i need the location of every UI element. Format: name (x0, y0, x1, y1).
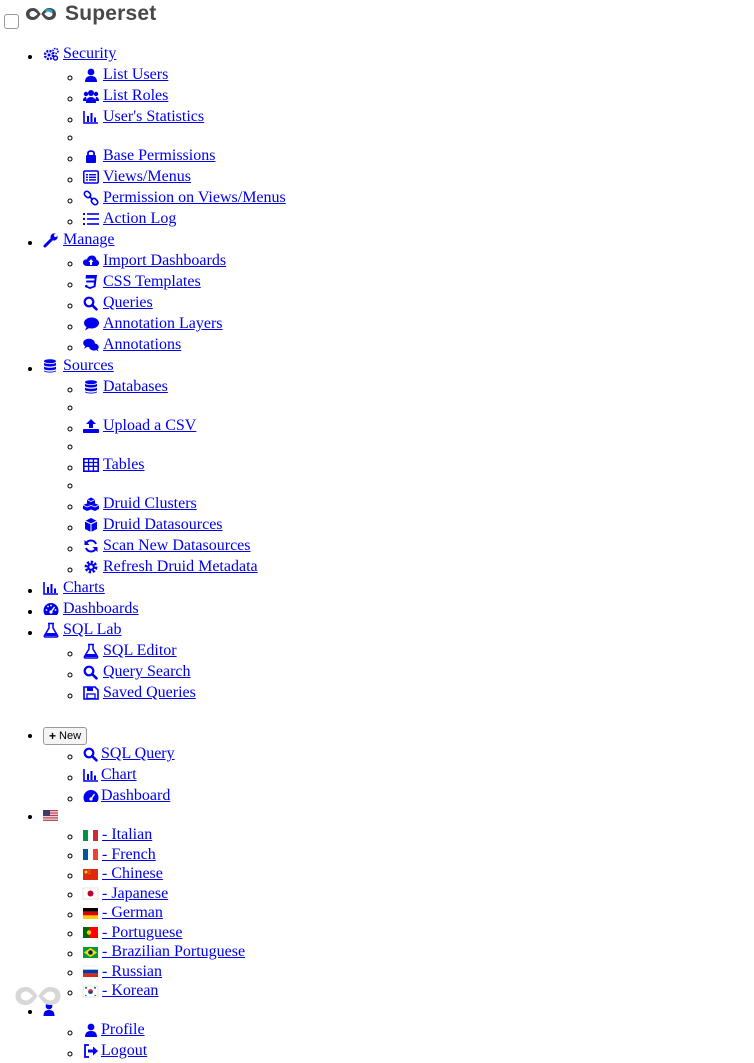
sub-item (83, 516, 286, 537)
new-sql-query-link[interactable]: ◦ SQL Query (83, 745, 175, 763)
new-dashboard-link[interactable]: ◦ Dashboard (83, 787, 170, 805)
list-ol-icon (83, 212, 99, 226)
search-icon (83, 296, 99, 310)
list-users-link[interactable]: ◦ List Users (83, 66, 168, 84)
nav-language (43, 808, 286, 1002)
wrench-icon (43, 233, 59, 247)
sub-item (83, 378, 286, 399)
sub-item (83, 982, 286, 1002)
nav-security-link[interactable] (43, 45, 116, 63)
plus-icon: • + (49, 729, 57, 743)
lang-german-link[interactable]: ◦ - German (83, 904, 163, 922)
table-icon (83, 458, 99, 472)
lang-japanese-link[interactable]: ◦ - Japanese (83, 885, 168, 903)
sub-item (83, 252, 286, 273)
brand-name: Superset (65, 2, 157, 25)
list-alt-icon (83, 170, 99, 184)
sub-item (83, 189, 286, 210)
brand-link[interactable] (25, 2, 156, 26)
nav-sources-link[interactable] (43, 357, 114, 375)
sub-item (83, 766, 286, 787)
sub-item (83, 943, 286, 963)
language-submenu (43, 826, 286, 1002)
list-roles-link[interactable]: ◦ List Roles (83, 87, 168, 105)
sub-item (83, 456, 286, 477)
css3-icon (83, 275, 99, 289)
nav-security (43, 45, 286, 231)
user-submenu (43, 1021, 286, 1063)
refresh-druid-metadata-link[interactable]: ◦ Refresh Druid Metadata (83, 558, 258, 576)
queries-link[interactable]: ◦ Queries (83, 294, 153, 312)
nav-sqllab-link[interactable] (43, 621, 122, 639)
flag-kr-icon (83, 986, 98, 997)
cubes-icon (83, 497, 99, 511)
sub-item-divider (83, 129, 286, 147)
sub-item (83, 924, 286, 944)
user-icon (83, 68, 99, 82)
flask-icon (83, 644, 99, 658)
sub-item (83, 1021, 286, 1042)
sub-item (83, 1042, 286, 1063)
sub-item (83, 537, 286, 558)
flask-icon (43, 623, 59, 637)
sub-item (83, 66, 286, 87)
sub-item (83, 963, 286, 983)
sub-item (83, 273, 286, 294)
nav-dashboards-link[interactable] (43, 600, 139, 618)
nav-manage (43, 231, 286, 357)
bar-chart-icon (83, 768, 99, 782)
new-submenu (43, 745, 286, 808)
nav-dashboards-label: • Dashboards (63, 600, 139, 617)
sub-item (83, 745, 286, 766)
search-icon (83, 665, 99, 679)
import-dashboards-link[interactable]: ◦ Import Dashboards (83, 252, 226, 270)
flag-us-icon (43, 810, 58, 821)
profile-link[interactable]: ◦ • Profile (83, 1021, 145, 1039)
druid-clusters-link[interactable]: ◦ Druid Clusters (83, 495, 197, 513)
lang-french-link[interactable]: ◦ - French (83, 846, 156, 864)
flag-de-icon (83, 908, 98, 919)
views-menus-link[interactable]: ◦ Views/Menus (83, 168, 191, 186)
sub-item (83, 642, 286, 663)
sub-item (83, 315, 286, 336)
annotation-layers-link[interactable]: ◦ Annotation Layers (83, 315, 223, 333)
nav-charts-label: • Charts (63, 579, 105, 596)
link-icon (83, 191, 99, 205)
flag-br-icon (83, 947, 98, 958)
user-statistics-link[interactable]: ◦ User's Statistics (83, 108, 204, 126)
sub-item (83, 294, 286, 315)
refresh-icon (83, 539, 99, 553)
nav-manage-label: • Manage (63, 231, 115, 248)
flag-pt-icon (83, 927, 98, 938)
sqllab-submenu (43, 642, 286, 705)
dashboard-icon (83, 789, 99, 803)
main-nav (0, 45, 286, 1063)
sub-item (83, 663, 286, 684)
database-icon (43, 359, 59, 373)
navbar-toggle-checkbox[interactable] (4, 14, 19, 29)
sub-item (83, 826, 286, 846)
cog-icon (83, 560, 99, 574)
sub-item (83, 108, 286, 129)
bar-chart-icon (43, 581, 59, 595)
superset-footer-logo-icon (14, 983, 62, 1009)
cloud-upload-icon (83, 254, 99, 268)
lock-icon (83, 149, 99, 163)
save-icon (83, 686, 99, 700)
sub-item (83, 846, 286, 866)
search-icon (83, 747, 99, 761)
new-button-label: New (59, 730, 82, 742)
security-submenu (43, 66, 286, 231)
users-icon (83, 89, 99, 103)
flag-it-icon (83, 830, 98, 841)
nav-sqllab-label: • SQL Lab (63, 621, 122, 638)
lang-korean-link[interactable]: ◦ - Korean (83, 982, 158, 1000)
nav-sqllab (43, 621, 286, 705)
cube-icon (83, 518, 99, 532)
lang-chinese-link[interactable]: ◦ - Chinese (83, 865, 163, 883)
dashboard-icon (43, 602, 59, 616)
sub-item-divider (83, 477, 286, 495)
flag-ru-icon (83, 966, 98, 977)
sub-item (83, 336, 286, 357)
saved-queries-link[interactable]: ◦ Saved Queries (83, 684, 196, 702)
upload-csv-link[interactable]: ◦ Upload a CSV (83, 417, 196, 435)
druid-datasources-link[interactable]: ◦ Druid Datasources (83, 516, 223, 534)
database-icon (83, 380, 99, 394)
sql-editor-link[interactable]: ◦ SQL Editor (83, 642, 177, 660)
sign-out-icon (83, 1044, 99, 1058)
logout-link[interactable]: ◦ Logout (83, 1042, 147, 1060)
sub-item (83, 684, 286, 705)
sub-item (83, 210, 286, 231)
permission-views-link[interactable]: ◦ Permission on Views/Menus (83, 189, 286, 207)
nav-security-label: • Security (63, 45, 117, 62)
nav-user (43, 1002, 286, 1063)
sub-item (83, 147, 286, 168)
sub-item-divider (83, 438, 286, 456)
flag-cn-icon (83, 869, 98, 880)
sub-item (83, 495, 286, 516)
nav-dashboards (43, 600, 286, 621)
superset-logo-icon (25, 3, 57, 25)
comments-icon (83, 338, 99, 352)
sub-item (83, 865, 286, 885)
sub-item (83, 417, 286, 438)
query-search-link[interactable]: ◦ Query Search (83, 663, 191, 681)
sub-item (83, 904, 286, 924)
flag-jp-icon (83, 888, 98, 899)
sources-submenu (43, 378, 286, 579)
upload-icon (83, 419, 99, 433)
comment-icon (83, 317, 99, 331)
css-templates-link[interactable]: ◦ CSS Templates (83, 273, 201, 291)
nav-sources (43, 357, 286, 579)
new-chart-link[interactable]: ◦ Chart (83, 766, 137, 784)
scan-new-datasources-link[interactable]: ◦ Scan New Datasources (83, 537, 251, 555)
action-log-link[interactable]: ◦ Action Log (83, 210, 176, 228)
base-permissions-link[interactable]: ◦ Base Permissions (83, 147, 215, 165)
nav-manage-link[interactable] (43, 231, 115, 249)
nav-charts (43, 579, 286, 600)
cogs-icon (43, 47, 59, 61)
sub-item (83, 787, 286, 808)
user-icon (83, 1023, 99, 1037)
tables-link[interactable]: ◦ Tables (83, 456, 145, 474)
nav-gap (43, 705, 286, 723)
sub-item (83, 168, 286, 189)
new-button[interactable] (43, 727, 87, 745)
nav-charts-link[interactable] (43, 579, 105, 597)
annotations-link[interactable]: ◦ Annotations (83, 336, 181, 354)
databases-link[interactable]: ◦ Databases (83, 378, 168, 396)
lang-italian-link[interactable]: ◦ • - Italian (83, 826, 152, 844)
lang-russian-link[interactable]: ◦ - Russian (83, 963, 162, 981)
flag-fr-icon (83, 849, 98, 860)
nav-sources-label: • Sources (63, 357, 114, 374)
sub-item (83, 87, 286, 108)
sub-item (83, 885, 286, 905)
language-link[interactable] (43, 810, 62, 821)
lang-brazilian-portuguese-link[interactable]: ◦ - Brazilian Portuguese (83, 943, 245, 961)
bar-chart-icon (83, 110, 99, 124)
sub-item (83, 558, 286, 579)
sub-item-divider (83, 399, 286, 417)
lang-portuguese-link[interactable]: ◦ - Portuguese (83, 924, 182, 942)
nav-new (43, 727, 286, 808)
manage-submenu (43, 252, 286, 357)
